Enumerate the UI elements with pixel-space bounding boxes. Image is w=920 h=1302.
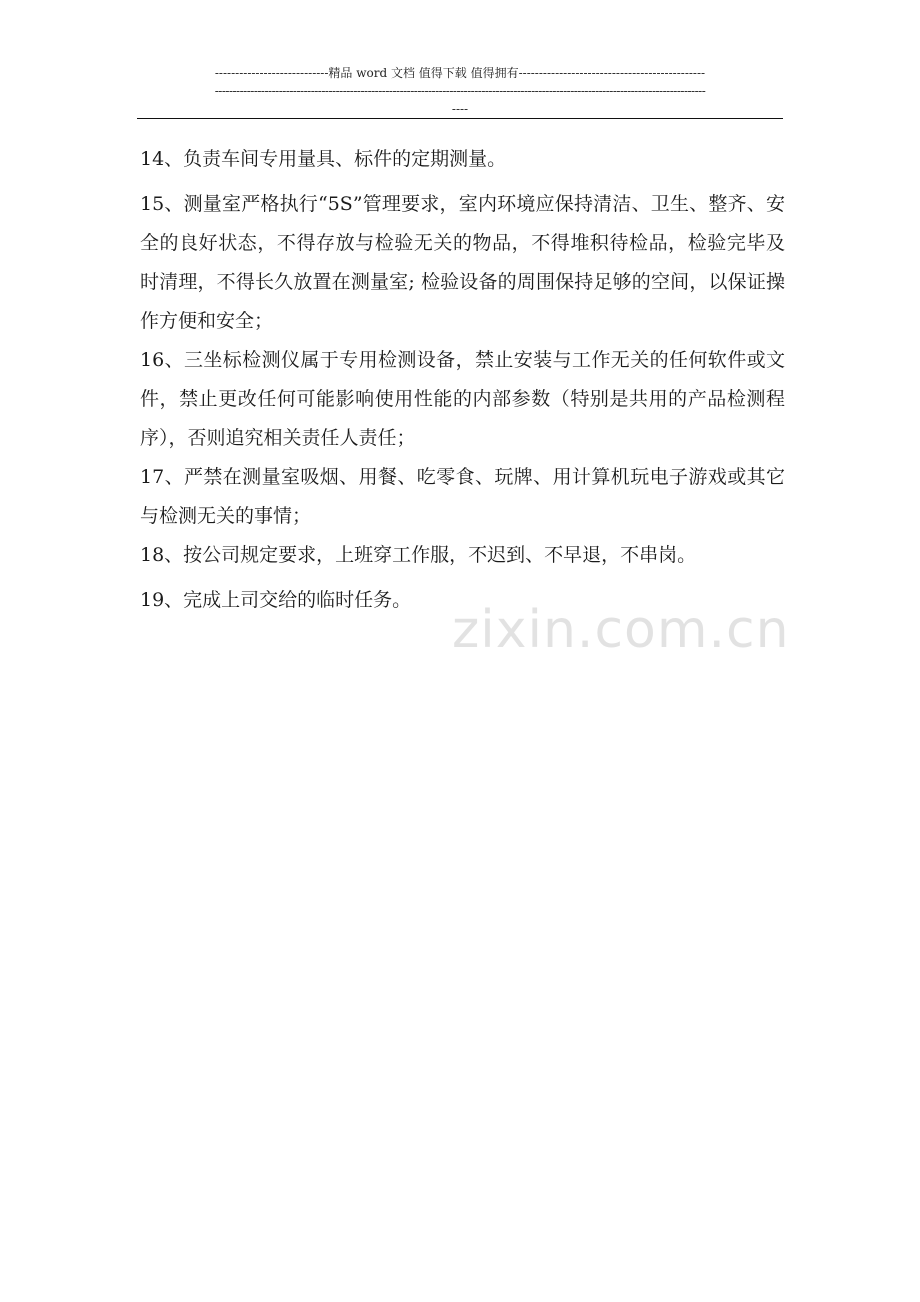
paragraph-19: 19、完成上司交给的临时任务。	[140, 589, 412, 611]
document-body	[140, 140, 785, 620]
header-banner-text: ----------------------------精品 word 文档 值得下载 值得拥有----------------------------------------------	[214, 66, 706, 80]
paragraph-14: 14、负责车间专用量具、标件的定期测量。	[140, 148, 507, 170]
paragraph-16: 16、三坐标检测仪属于专用检测设备，禁止安装与工作无关的任何软件或文件，禁止更改任何可能影响使用性能的内部参数（特别是共用的产品检测程序），否则追究相关责任人责任；	[140, 349, 785, 449]
header-dash-tail: ----	[451, 102, 469, 116]
paragraph-17: 17、严禁在测量室吸烟、用餐、吃零食、玩牌、用计算机玩电子游戏或其它与检测无关的事情；	[140, 466, 785, 527]
watermark: zixin.com.cn	[452, 600, 790, 660]
paragraph-18: 18、按公司规定要求，上班穿工作服，不迟到、不早退，不串岗。	[140, 544, 697, 566]
page-header	[137, 64, 783, 118]
header-divider	[137, 118, 783, 119]
paragraph-15: 15、测量室严格执行“5S”管理要求，室内环境应保持清洁、卫生、整齐、安全的良好状态，不得存放与检验无关的物品，不得堆积待检品，检验完毕及时清理，不得长久放置在测量室; 检验设备的周围保持足够的空间，以保证操作方便和安全；	[140, 193, 785, 332]
header-dash-line: ------------------------------------------------------------------------------------------------------------------------------------------	[214, 84, 706, 98]
